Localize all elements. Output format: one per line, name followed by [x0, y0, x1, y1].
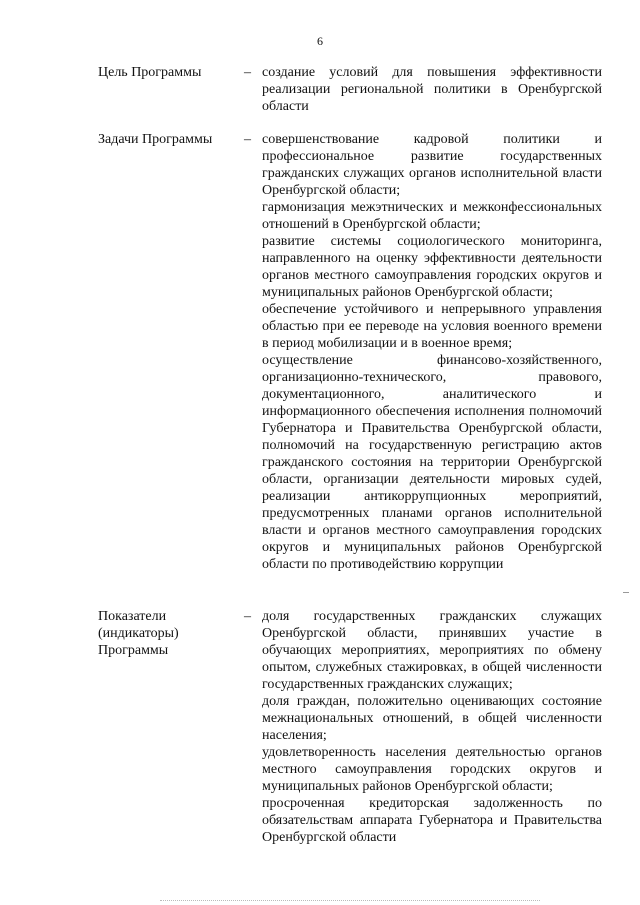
- paragraph: доля граждан, положительно оценивающих состояние межнациональных отношений, в общей численности населения;: [262, 694, 602, 743]
- paragraph: создание условий для повышения эффективности реализации региональной политики в Оренбургской области: [262, 65, 602, 114]
- paragraph: совершенствование кадровой политики и профессиональное развитие государственных гражданских служащих органов исполнительной власти Оренбургской области;: [262, 132, 602, 198]
- scan-artifact-line: [160, 900, 540, 902]
- row-dash: –: [244, 65, 251, 80]
- paragraph: развитие системы социологического мониторинга, направленного на оценку эффективности деятельности органов местного самоуправления городских округов и муниципальных районов Оренбургской области;: [262, 234, 602, 300]
- paragraph: обеспечение устойчивого и непрерывного управления областью при ее переводе на условия военного времени в период мобилизации и в военное время;: [262, 302, 602, 351]
- paragraph: доля государственных гражданских служащих Оренбургской области, принявших участие в обучающих мероприятиях, мероприятиях по обмену опытом, служебных стажировках, в общей численности государственных гражданских служащих;: [262, 609, 602, 692]
- row-content: [262, 64, 602, 115]
- row-label: Цель Программы: [98, 65, 202, 80]
- row-content: [262, 131, 602, 573]
- row-content: [262, 608, 602, 846]
- row-label: Показатели (индикаторы) Программы: [98, 609, 179, 658]
- page-number: 6: [317, 34, 323, 48]
- row-dash: –: [244, 609, 251, 624]
- row-label: Задачи Программы: [98, 132, 213, 147]
- paragraph: гармонизация межэтнических и межконфессиональных отношений в Оренбургской области;: [262, 200, 602, 232]
- paragraph: просроченная кредиторская задолженность по обязательствам аппарата Губернатора и Правительства Оренбургской области: [262, 796, 602, 845]
- paragraph: удовлетворенность населения деятельностью органов местного самоуправления городских округов и муниципальных районов Оренбургской области;: [262, 745, 602, 794]
- paragraph: осуществление финансово-хозяйственного, организационно-технического, правового, документационного, аналитического и информационного обеспечения исполнения полномочий Губернатора и Правительства Оренбургской области, полномочий на государственную регистрацию актов гражданского состояния на территории Оренбургской области, организации деятельности мировых судей, реализации антикоррупционных мероприятий, предусмотренных планами органов исполнительной власти и органов местного самоуправления городских округов и муниципальных районов Оренбургской области по противодействию коррупции: [262, 353, 602, 572]
- row-dash: –: [244, 132, 251, 147]
- scan-mark: [623, 592, 629, 593]
